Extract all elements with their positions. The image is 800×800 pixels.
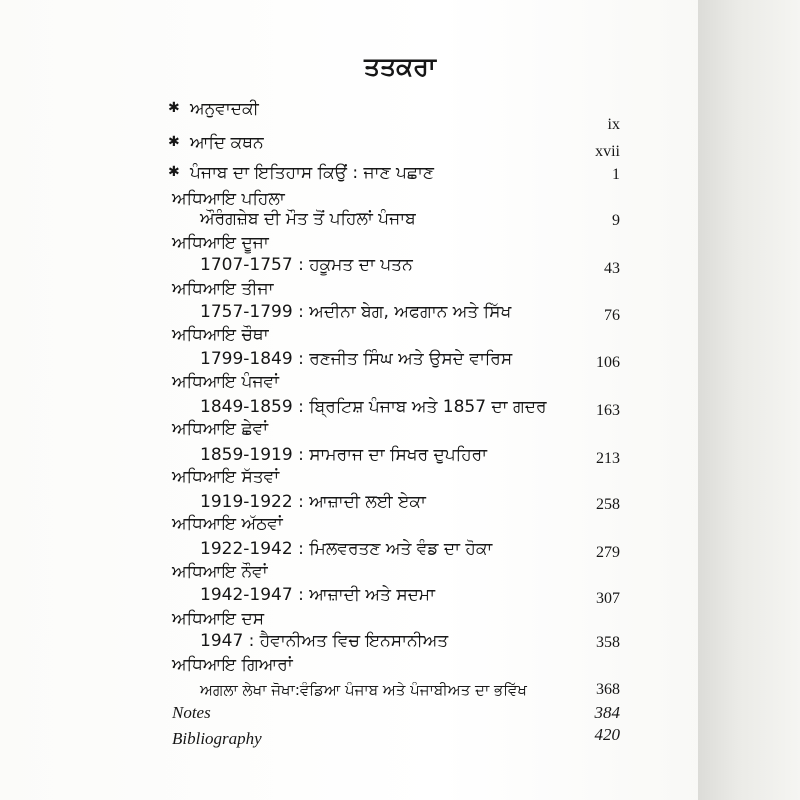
- page-title: ਤਤਕਰਾ: [364, 52, 436, 81]
- toc-chapter-heading: ਅਧਿਆਇ ਅੱਠਵਾਂ: [172, 514, 283, 534]
- toc-chapter-title: 1947 : ਹੈਵਾਨੀਅਤ ਵਿਚ ਇਨਸਾਨੀਅਤ: [200, 631, 449, 651]
- toc-chapter-page: 9: [612, 212, 620, 229]
- bullet-star-icon: ✱: [168, 164, 180, 180]
- toc-chapter-page: 368: [596, 681, 620, 698]
- toc-backmatter-label: Notes: [172, 703, 211, 722]
- toc-chapter-title: 1859-1919 : ਸਾਮਰਾਜ ਦਾ ਸਿਖਰ ਦੁਪਹਿਰਾ: [200, 445, 488, 465]
- toc-chapter-page: 307: [596, 590, 620, 607]
- toc-prelim-label: ਪੰਜਾਬ ਦਾ ਇਤਿਹਾਸ ਕਿਉਂ : ਜਾਣ ਪਛਾਣ: [190, 163, 434, 183]
- toc-chapter-heading: ਅਧਿਆਇ ਚੌਥਾ: [172, 325, 269, 345]
- toc-chapter-title: ਅਗਲਾ ਲੇਖਾ ਜੋਖਾ:ਵੰਡਿਆ ਪੰਜਾਬ ਅਤੇ ਪੰਜਾਬੀਅਤ ਦਾ ਭਵਿੱਖ: [200, 681, 527, 699]
- toc-chapter-heading: ਅਧਿਆਇ ਨੌਵਾਂ: [172, 562, 268, 582]
- toc-chapter-heading: ਅਧਿਆਇ ਦਸ: [172, 609, 265, 629]
- toc-chapter-heading: ਅਧਿਆਇ ਤੀਜਾ: [172, 279, 274, 299]
- toc-chapter-title: 1922-1942 : ਮਿਲਵਰਤਣ ਅਤੇ ਵੰਡ ਦਾ ਹੋਕਾ: [200, 539, 493, 559]
- bullet-star-icon: ✱: [168, 134, 180, 150]
- toc-backmatter-page: 420: [594, 725, 620, 744]
- toc-chapter-heading: ਅਧਿਆਇ ਪਹਿਲਾ: [172, 189, 285, 209]
- toc-chapter-page: 213: [596, 450, 620, 467]
- toc-chapter-heading: ਅਧਿਆਇ ਛੇਵਾਂ: [172, 419, 269, 439]
- toc-prelim-page: 1: [612, 166, 620, 183]
- toc-chapter-title: 1707-1757 : ਹਕੂਮਤ ਦਾ ਪਤਨ: [200, 255, 413, 275]
- toc-chapter-page: 76: [604, 307, 620, 324]
- toc-chapter-page: 358: [596, 634, 620, 651]
- toc-prelim-page: ix: [607, 116, 620, 133]
- toc-chapter-page: 279: [596, 544, 620, 561]
- toc-chapter-title: ਔਰੰਗਜ਼ੇਬ ਦੀ ਮੌਤ ਤੋਂ ਪਹਿਲਾਂ ਪੰਜਾਬ: [200, 209, 416, 229]
- toc-prelim-label: ਅਨੁਵਾਦਕੀ: [190, 99, 259, 119]
- toc-chapter-page: 163: [596, 402, 620, 419]
- toc-chapter-page: 258: [596, 496, 620, 513]
- toc-backmatter-page: 384: [594, 703, 620, 722]
- toc-chapter-page: 106: [596, 354, 620, 371]
- toc-chapter-heading: ਅਧਿਆਇ ਗਿਆਰਾਂ: [172, 655, 293, 675]
- toc-prelim-label: ਆਦਿ ਕਥਨ: [190, 133, 264, 153]
- toc-chapter-title: 1757-1799 : ਅਦੀਨਾ ਬੇਗ, ਅਫਗਾਨ ਅਤੇ ਸਿੱਖ: [200, 302, 512, 322]
- toc-chapter-title: 1799-1849 : ਰਣਜੀਤ ਸਿੰਘ ਅਤੇ ਉਸਦੇ ਵਾਰਿਸ: [200, 349, 513, 369]
- toc-chapter-page: 43: [604, 260, 620, 277]
- toc-prelim-page: xvii: [595, 143, 620, 160]
- toc-chapter-title: 1849-1859 : ਬ੍ਰਿਟਿਸ਼ ਪੰਜਾਬ ਅਤੇ 1857 ਦਾ ਗਦਰ: [200, 397, 547, 417]
- toc-chapter-heading: ਅਧਿਆਇ ਪੰਜਵਾਂ: [172, 372, 279, 392]
- toc-chapter-heading: ਅਧਿਆਇ ਦੂਜਾ: [172, 233, 269, 253]
- bullet-star-icon: ✱: [168, 100, 180, 116]
- toc-chapter-title: 1919-1922 : ਆਜ਼ਾਦੀ ਲਈ ਏਕਾ: [200, 492, 426, 512]
- toc-backmatter-label: Bibliography: [172, 729, 262, 748]
- page-edge: [698, 0, 800, 800]
- toc-chapter-title: 1942-1947 : ਆਜ਼ਾਦੀ ਅਤੇ ਸਦਮਾ: [200, 585, 435, 605]
- toc-chapter-heading: ਅਧਿਆਇ ਸੱਤਵਾਂ: [172, 467, 280, 487]
